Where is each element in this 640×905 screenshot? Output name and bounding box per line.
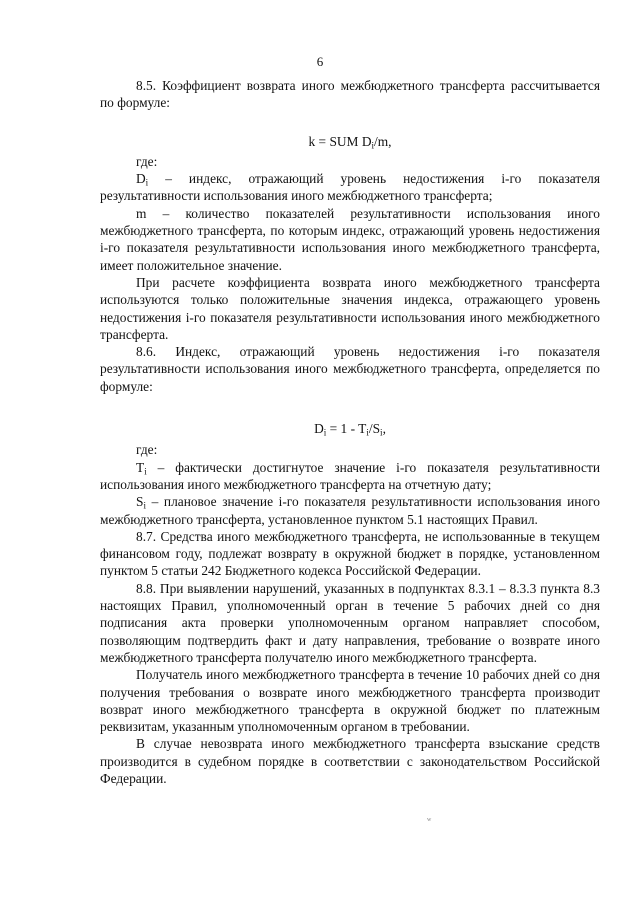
definition-t-symbol: T	[136, 459, 145, 475]
definition-d-sub: i	[145, 177, 149, 188]
formula-k-pre: k = SUM D	[308, 133, 372, 149]
formula-s-sub: i	[380, 427, 383, 438]
definition-s-symbol: S	[136, 494, 144, 510]
formula-d-slash: /S	[368, 421, 381, 437]
formula-t-sub: i	[366, 427, 369, 438]
definition-d-text: – индекс, отражающий уровень недостижения i-го показателя результативности использования иного межбюджетного трансферта;	[100, 171, 600, 204]
definition-t-sub: i	[144, 466, 147, 477]
formula-d-mid: = 1 - T	[326, 421, 367, 437]
definition-m: m – количество показателей результативности использования иного межбюджетного трансферта, по которым индекс, отражающий уровень недостижения i-го показателя результативности использования иного межбюджетного трансферта, имеет положительное значение.	[100, 205, 600, 273]
formula-k-sub: i	[371, 140, 375, 151]
definition-t-text: – фактически достигнутое значение i-го показателя результативности использования иного межбюджетного трансферта на отчетную дату;	[100, 459, 600, 492]
formula-d-symbol: D	[314, 421, 324, 437]
definition-s-sub: i	[143, 500, 146, 511]
formula-d-sub: i	[323, 427, 327, 438]
document-body	[100, 77, 600, 787]
page-number: 6	[316, 54, 324, 69]
paragraph-recipient-return: Получатель иного межбюджетного трансферта в течение 10 рабочих дней со дня получения требования о возврате иного межбюджетного трансферта производит возврат иного межбюджетного трансферта в окружной бюджет по платежным реквизитам, указанным уполномоченным органом в требовании.	[100, 667, 600, 735]
formula-d-end: ,	[382, 421, 386, 437]
definition-s	[100, 493, 600, 528]
definition-d-symbol: D	[136, 171, 146, 187]
scan-mark: w	[427, 817, 432, 823]
definition-d	[100, 170, 600, 205]
paragraph-positive-values: При расчете коэффициента возврата иного межбюджетного трансферта используются только положительные значения индекса, отражающего уровень недостижения i-го показателя результативности использования иного межбюджетного трансферта.	[100, 274, 600, 342]
paragraph-8-5: 8.5. Коэффициент возврата иного межбюджетного трансферта рассчитывается по формуле:	[100, 78, 600, 111]
formula-d	[100, 420, 600, 437]
formula-k	[100, 133, 600, 150]
where-label-1: где:	[136, 153, 158, 169]
formula-k-post: /m,	[374, 133, 392, 149]
where-label-2: где:	[136, 442, 158, 458]
paragraph-8-7: 8.7. Средства иного межбюджетного трансферта, не использованные в текущем финансовом году, подлежат возврату в окружной бюджет в порядке, установленном пунктом 5 статьи 242 Бюджетного кодекса Российской Федерации.	[100, 528, 600, 579]
paragraph-8-8: 8.8. При выявлении нарушений, указанных в подпунктах 8.3.1 – 8.3.3 пункта 8.3 настоящих Правил, уполномоченный орган в течение 5 рабочих дней со дня подписания акта проверки уполномоченным органом направляет способом, позволяющим подтвердить факт и дату направления, требование о возврате иного межбюджетного трансферта получателю иного межбюджетного трансферта.	[100, 580, 600, 665]
paragraph-court-recovery: В случае невозврата иного межбюджетного трансферта взыскание средств производится в судебном порядке в соответствии с законодательством Российской Федерации.	[100, 736, 600, 786]
definition-t	[100, 459, 600, 494]
paragraph-8-6: 8.6. Индекс, отражающий уровень недостижения i-го показателя результативности использования иного межбюджетного трансферта, определяется по формуле:	[100, 344, 600, 394]
definition-s-text: – плановое значение i-го показателя результативности использования иного межбюджетного трансферта, установленное пунктом 5.1 настоящих Правил.	[100, 494, 600, 527]
